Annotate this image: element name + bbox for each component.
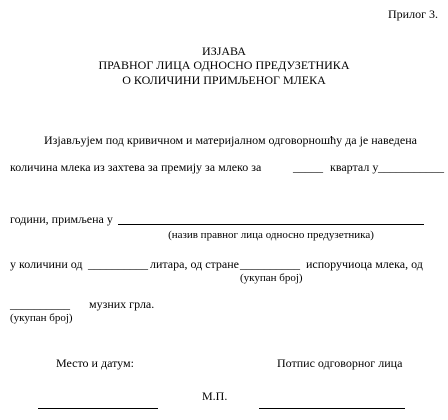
legal-entity-name-field[interactable] bbox=[118, 224, 424, 225]
signature-label: Потпис одговорног лица bbox=[277, 356, 403, 370]
place-date-label: Место и датум: bbox=[56, 356, 134, 370]
statement-line-2-text-a: количина млека из захтева за премију за млеко за bbox=[10, 160, 262, 174]
place-date-field[interactable] bbox=[38, 408, 158, 409]
suppliers-count-caption: (укупан број) bbox=[240, 272, 303, 284]
statement-line-4-text-a: у количини од bbox=[10, 257, 83, 271]
cows-count-blank[interactable]: __________ bbox=[10, 297, 70, 311]
statement-line-5-text: музних грла. bbox=[89, 297, 155, 311]
signature-field[interactable] bbox=[259, 408, 405, 409]
title-line-3: О КОЛИЧИНИ ПРИМЉЕНОГ МЛЕКА bbox=[122, 73, 326, 87]
legal-entity-caption: (назив правног лица односно предузетника) bbox=[168, 229, 374, 241]
statement-line-1: Изјављујем под кривичном и материјалном одговорношћу да је наведена bbox=[44, 133, 417, 147]
stamp-label: М.П. bbox=[202, 389, 228, 403]
title-line-1: ИЗЈАВА bbox=[202, 44, 246, 58]
appendix-label: Прилог 3. bbox=[388, 7, 438, 21]
cows-count-caption: (укупан број) bbox=[10, 312, 73, 324]
statement-line-2-text-b: квартал у bbox=[330, 160, 379, 174]
quarter-blank[interactable]: _____ bbox=[293, 160, 323, 174]
title-line-2: ПРАВНОГ ЛИЦА ОДНОСНО ПРЕДУЗЕТНИКА bbox=[98, 58, 350, 72]
statement-line-4-text-c: испоручиоца млека, од bbox=[306, 257, 423, 271]
year-blank[interactable]: ___________ bbox=[378, 160, 444, 174]
statement-line-3-text: години, примљена у bbox=[10, 212, 113, 226]
quantity-blank[interactable]: __________ bbox=[88, 257, 148, 271]
suppliers-count-blank[interactable]: __________ bbox=[240, 257, 300, 271]
statement-line-4-text-b: литара, од стране bbox=[150, 257, 240, 271]
